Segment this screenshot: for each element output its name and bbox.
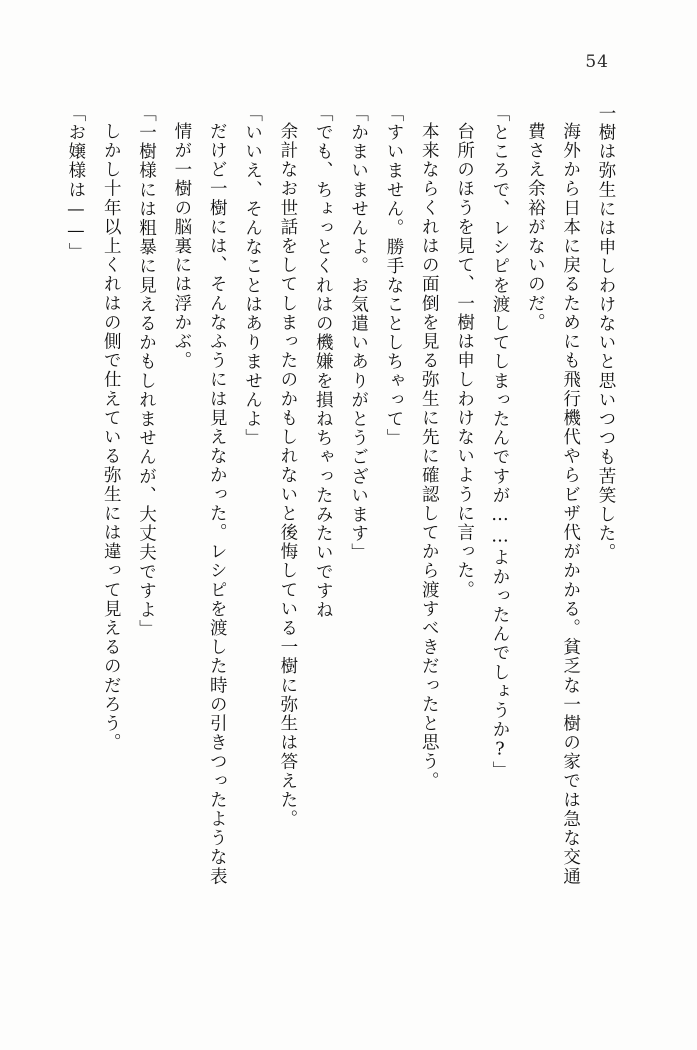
paragraph: 台所のほうを見て、一樹は申しわけないように言った。 — [454, 122, 475, 600]
paragraph: 「ところで、レシピを渡してしまったんですが……よかったんでしょうか?」 — [489, 104, 510, 780]
paragraph: 「かまいませんよ。お気遣いありがとうございます」 — [348, 104, 369, 563]
page-text-body — [60, 104, 623, 904]
paragraph: しかし十年以上くれはの側で仕えている弥生には違って見えるのだろう。 — [101, 122, 122, 753]
paragraph: 「すいません。勝手なことしちゃって」 — [383, 104, 404, 448]
paragraph: 「いいえ、そんなことはありませんよ」 — [242, 104, 263, 448]
paragraph: 「でも、ちょっとくれはの機嫌を損ねちゃったみたいですね — [313, 104, 334, 620]
paragraph: だけど一樹には、そんなふうには見えなかった。レシピを渡した時の引きつったような表情が一樹の脳裏には浮かぶ。 — [171, 122, 228, 886]
paragraph: 一樹は弥生には申しわけないと思いつつも苦笑した。 — [596, 104, 616, 563]
paragraph: 海外から日本に戻るためにも飛行機代やらビザ代がかかる。貧乏な一樹の家では急な交通費さえ余裕がないのだ。 — [525, 122, 581, 886]
page-number: 54 — [585, 52, 609, 72]
paragraph: 本来ならくれはの面倒を見る弥生に先に確認してから渡すべきだったと思う。 — [419, 122, 440, 791]
paragraph: 余計なお世話をしてしまったのかもしれないと後悔している一樹に弥生は答えた。 — [277, 122, 298, 829]
paragraph: 「一樹様には粗暴に見えるかもしれませんが、大丈夫ですよ」 — [136, 104, 157, 639]
paragraph: 「お嬢様は——」 — [65, 104, 86, 262]
